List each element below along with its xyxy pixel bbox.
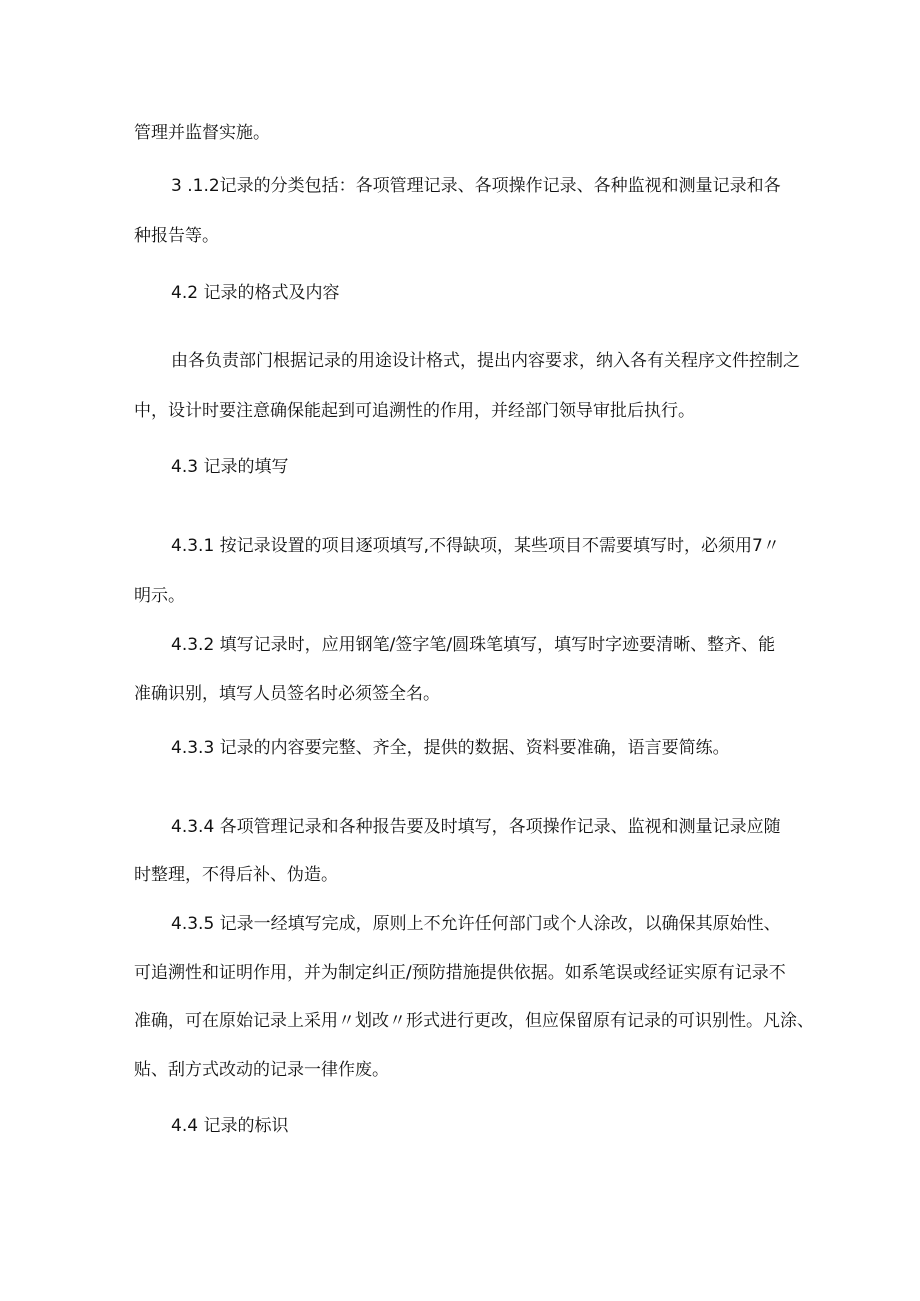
text-line: 管理并监督实施。 xyxy=(134,123,270,143)
section-heading: 4.4 记录的标识 xyxy=(171,1116,289,1136)
text-line: 4.3.5 记录一经填写完成，原则上不允许任何部门或个人涂改，以确保其原始性、 xyxy=(171,914,781,934)
text-line: 4.3.2 填写记录时，应用钢笔/签字笔/圆珠笔填写，填写时字迹要清晰、整齐、能 xyxy=(171,635,776,655)
text-line: 4.3.1 按记录设置的项目逐项填写,不得缺项，某些项目不需要填写时，必须用7〃 xyxy=(171,536,780,556)
text-line: 中，设计时要注意确保能起到可追溯性的作用，并经部门领导审批后执行。 xyxy=(134,401,695,421)
text-line: 3 .1.2记录的分类包括：各项管理记录、各项操作记录、各种监视和测量记录和各 xyxy=(171,176,781,196)
text-line: 时整理，不得后补、伪造。 xyxy=(134,865,338,885)
text-line: 明示。 xyxy=(134,586,185,606)
text-line: 种报告等。 xyxy=(134,226,219,246)
section-heading: 4.2 记录的格式及内容 xyxy=(171,283,340,303)
text-line: 由各负责部门根据记录的用途设计格式，提出内容要求，纳入各有关程序文件控制之 xyxy=(171,351,800,371)
text-line: 贴、刮方式改动的记录一律作废。 xyxy=(134,1060,389,1080)
text-line: 准确，可在原始记录上采用〃划改〃形式进行更改，但应保留原有记录的可识别性。凡涂、 xyxy=(134,1011,814,1031)
text-line: 准确识别，填写人员签名时必须签全名。 xyxy=(134,684,440,704)
text-line: 4.3.4 各项管理记录和各种报告要及时填写，各项操作记录、监视和测量记录应随 xyxy=(171,817,781,837)
section-heading: 4.3 记录的填写 xyxy=(171,457,289,477)
text-line: 4.3.3 记录的内容要完整、齐全，提供的数据、资料要准确，语言要简练。 xyxy=(171,738,730,758)
text-line: 可追溯性和证明作用，并为制定纠正/预防措施提供依据。如系笔误或经证实原有记录不 xyxy=(134,963,786,983)
